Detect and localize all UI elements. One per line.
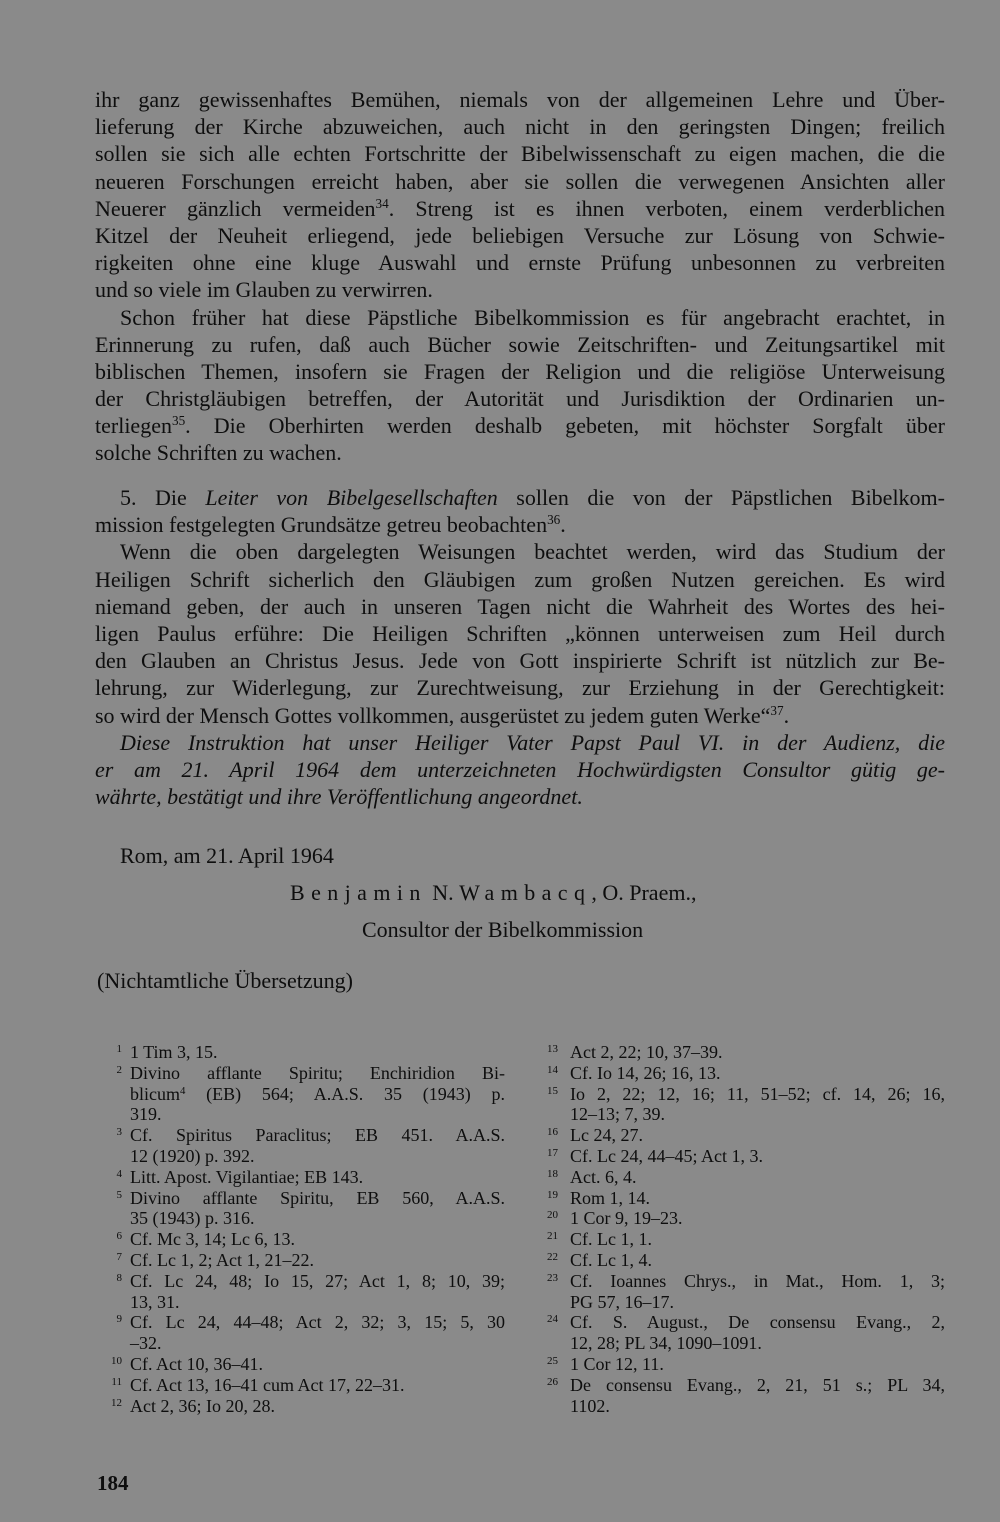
footnote [536,1188,945,1209]
footnote-line: De consensu Evang., 2, 21, 51 s.; PL 34, [570,1374,945,1395]
footnote [100,1042,505,1063]
footnote-ref: 36 [547,512,561,528]
footnote-line: Act 2, 22; 10, 37–39. [570,1042,723,1062]
footnote [100,1250,505,1271]
footnote-line: 13, 31. [130,1291,180,1312]
text-segment: terliegen [95,413,172,439]
text-line: Erinnerung zu rufen, daß auch Bücher sowie Zeitschriften- und Zeitungsartikel mit [95,331,945,357]
footnote-number: 14 [547,1063,558,1076]
paragraph [95,86,945,304]
footnote-line: Io 2, 22; 12, 16; 11, 51–52; cf. 14, 26; 16, [570,1083,945,1104]
footnote-number: 19 [547,1188,558,1201]
footnote-line: 1 Cor 9, 19–23. [570,1208,683,1229]
signature-last-name: Wambacq [459,880,592,905]
paragraph [95,538,945,728]
footnote-number: 23 [547,1271,558,1284]
footnote-number: 8 [116,1271,122,1284]
text-segment: sollen die von der Päpstlichen Bibelkom- [497,485,945,510]
footnote-line: Divino afflante Spiritu; Enchiridion Bi- [130,1062,505,1083]
body-text-upper [95,86,945,467]
paragraph-italic [95,729,945,811]
text-segment: . Die Oberhirten werden deshalb gebeten, mit höchster Sorgfalt über [185,413,945,439]
text-line: solche Schriften zu wachen. [95,440,342,466]
footnote-line: Cf. Lc 1, 4. [570,1249,652,1270]
footnote [536,1167,945,1188]
footnote-line: 319. [130,1104,162,1125]
text-segment: . [783,702,790,728]
footnote-number: 5 [116,1188,122,1201]
footnote-line: 12–13; 7, 39. [570,1104,666,1125]
footnote [100,1375,505,1396]
text-segment: Neuerer gänzlich vermeiden [95,195,376,221]
footnote-line: Cf. Lc 24, 44–45; Act 1, 3. [570,1145,763,1166]
footnote-number: 12 [111,1396,122,1409]
footnote-line: Cf. Lc 1, 2; Act 1, 21–22. [130,1249,314,1270]
footnote [536,1063,945,1084]
text-line: Heiligen Schrift sicherlich den Gläubigen zum großen Nutzen gereichen. Es wird [95,566,945,592]
signature-middle: N. [426,880,460,905]
footnote-ref: 4 [180,1084,186,1097]
footnote-line: –32. [130,1333,162,1354]
text-segment: blicum [130,1083,180,1104]
text-line [95,511,945,538]
footnote-line: 12, 28; PL 34, 1090–1091. [570,1333,762,1354]
text-line: ligen Paulus erführe: Die Heiligen Schriften „können unterweisen zum Heil durch [95,620,945,646]
footnote-number: 25 [547,1354,558,1367]
footnote-line: PG 57, 16–17. [570,1291,675,1312]
footnote [536,1375,945,1417]
footnote [536,1208,945,1229]
footnote-ref: 37 [770,702,784,718]
footnote [536,1146,945,1167]
footnote [536,1229,945,1250]
footnote [536,1042,945,1063]
footnote [536,1271,945,1313]
footnote-number: 2 [116,1063,122,1076]
footnote-line: Cf. Act 13, 16–41 cum Act 17, 22–31. [130,1374,405,1395]
footnote [536,1084,945,1126]
text-segment: (EB) 564; A.A.S. 35 (1943) p. [185,1083,505,1104]
footnote-ref: 35 [171,413,186,429]
text-line: lehrung, zur Widerlegung, zur Zurechtweisung, zur Erziehung in der Gerechtigkeit: [95,675,945,701]
footnote-line: Cf. Ioannes Chrys., in Mat., Hom. 1, 3; [570,1270,945,1291]
footnote-number: 26 [547,1375,558,1388]
text-line: Kitzel der Neuheit erliegend, jede beliebigen Versuche zur Lösung von Schwie- [95,222,945,248]
footnote-line: 1102. [570,1395,610,1416]
text-line [95,702,945,729]
signature-suffix: , O. Praem., [591,880,697,905]
text-line: der Christgläubigen betreffen, der Autorität und Jurisdiktion der Ordinarien un- [95,386,945,412]
footnote-number: 11 [111,1375,122,1388]
footnote-line: Act. 6, 4. [570,1166,637,1187]
italic-text: Leiter von Bibelgesellschaften [205,485,498,510]
text-segment: mission festgelegten Grundsätze getreu beobachten [95,512,548,538]
footnote-number: 22 [547,1250,558,1263]
text-line: ihr ganz gewissenhaftes Bemühen, niemals von der allgemeinen Lehre und Über- [95,87,945,112]
place-date: Rom, am 21. April 1964 [120,843,334,868]
footnote-number: 16 [547,1126,558,1139]
footnote-number: 24 [547,1313,558,1326]
footnote [100,1167,505,1188]
text-segment: . [560,512,566,538]
text-line: rigkeiten ohne eine kluge Auswahl und ernste Prüfung unbesonnen zu verbreiten [95,250,945,276]
footnote [100,1063,505,1125]
text-segment: . Streng ist es ihnen verboten, einem verderblichen [388,195,945,221]
text-line: Wenn die oben dargelegten Weisungen beachtet werden, wird das Studium der [120,539,945,565]
footnote [100,1271,505,1313]
footnote-line: Rom 1, 14. [570,1187,651,1208]
footnote-line: 35 (1943) p. 316. [130,1208,255,1229]
paragraph [95,484,945,538]
footnote-number: 6 [116,1230,122,1243]
footnote-line: 1 Tim 3, 15. [130,1042,218,1062]
footnote-line: 1 Cor 12, 11. [570,1353,664,1374]
text-line: neueren Forschungen erreicht haben, aber sie sollen die verwegenen Ansichten aller [95,168,945,194]
text-line [95,195,945,222]
footnotes-right-column [536,1042,945,1416]
paragraph [95,304,945,467]
text-line: niemand geben, der auch in unseren Tagen nicht die Wahrheit des Wortes des hei- [95,593,945,619]
footnote [100,1125,505,1167]
text-line: den Glauben an Christus Jesus. Jede von Gott inspirierte Schrift ist nützlich zur Be- [95,648,945,674]
footnotes-left-column [100,1042,505,1416]
text-line [95,484,945,511]
footnote-line: 12 (1920) p. 392. [130,1145,255,1166]
footnote-number: 13 [547,1043,558,1055]
footnote-number: 7 [116,1250,122,1263]
footnote-line: Cf. Lc 24, 48; Io 15, 27; Act 1, 8; 10, 39; [130,1270,505,1291]
footnote-line: Cf. Io 14, 26; 16, 13. [570,1062,721,1083]
footnote [536,1312,945,1354]
footnote [100,1312,505,1354]
footnote-number: 21 [547,1230,558,1243]
translation-note: (Nichtamtliche Übersetzung) [97,968,353,993]
footnote-ref: 34 [375,195,389,211]
footnote-number: 9 [116,1313,122,1326]
footnote-line: Cf. Act 10, 36–41. [130,1353,263,1374]
footnote [536,1125,945,1146]
footnote-line: Lc 24, 27. [570,1125,643,1146]
footnote-number: 1 [116,1043,122,1055]
footnote [100,1188,505,1230]
text-segment: so wird der Mensch Gottes vollkommen, ausgerüstet zu jedem guten Werke“ [95,702,771,728]
footnote-number: 18 [547,1167,558,1180]
footnote-line [130,1084,505,1105]
footnote-number: 4 [116,1167,122,1180]
text-line: Schon früher hat diese Päpstliche Bibelkommission es für angebracht erachtet, in [120,304,945,330]
footnote-line: Cf. S. August., De consensu Evang., 2, [570,1312,945,1333]
text-line: er am 21. April 1964 dem unterzeichneten Hochwürdigsten Consultor gütig ge- [95,756,945,782]
footnote-number: 17 [547,1146,558,1159]
signature [290,879,696,906]
footnote-line: Divino afflante Spiritu, EB 560, A.A.S. [130,1187,505,1208]
text-line: und so viele im Glauben zu verwirren. [95,277,433,303]
footnote-line: Cf. Spiritus Paraclitus; EB 451. A.A.S. [130,1125,505,1146]
text-segment: 5. Die [120,485,206,510]
footnote [536,1354,945,1375]
signatory-role: Consultor der Bibelkommission [362,917,644,942]
footnote-line: Cf. Lc 1, 1. [570,1229,652,1250]
text-line: währte, bestätigt und ihre Veröffentlichung angeordnet. [95,784,583,810]
text-line [95,412,945,439]
body-text-lower [95,484,945,810]
footnote-line: Litt. Apost. Vigilantiae; EB 143. [130,1166,364,1187]
footnote-number: 15 [547,1084,558,1097]
footnote-line: Cf. Mc 3, 14; Lc 6, 13. [130,1229,295,1250]
text-line: sollen sie sich alle echten Fortschritte der Bibelwissenschaft zu eigen machen, die die [95,141,945,167]
text-line: lieferung der Kirche abzuweichen, auch nicht in den geringsten Dingen; freilich [95,114,945,140]
footnote [100,1354,505,1375]
footnote [100,1229,505,1250]
page-number: 184 [97,1471,129,1495]
footnote-line: Cf. Lc 24, 44–48; Act 2, 32; 3, 15; 5, 30 [130,1312,505,1333]
footnote-number: 20 [547,1209,558,1222]
text-line: Diese Instruktion hat unser Heiliger Vater Papst Paul VI. in der Audienz, die [120,729,945,755]
footnote-number: 10 [111,1354,122,1367]
footnote [536,1250,945,1271]
text-line: biblischen Themen, insofern sie Fragen der Religion und die religiöse Unterweisung [95,358,945,384]
footnote-line: Act 2, 36; Io 20, 28. [130,1395,275,1416]
signature-first-name: Benjamin [290,880,427,905]
footnote-number: 3 [116,1126,122,1139]
footnote [100,1396,505,1417]
